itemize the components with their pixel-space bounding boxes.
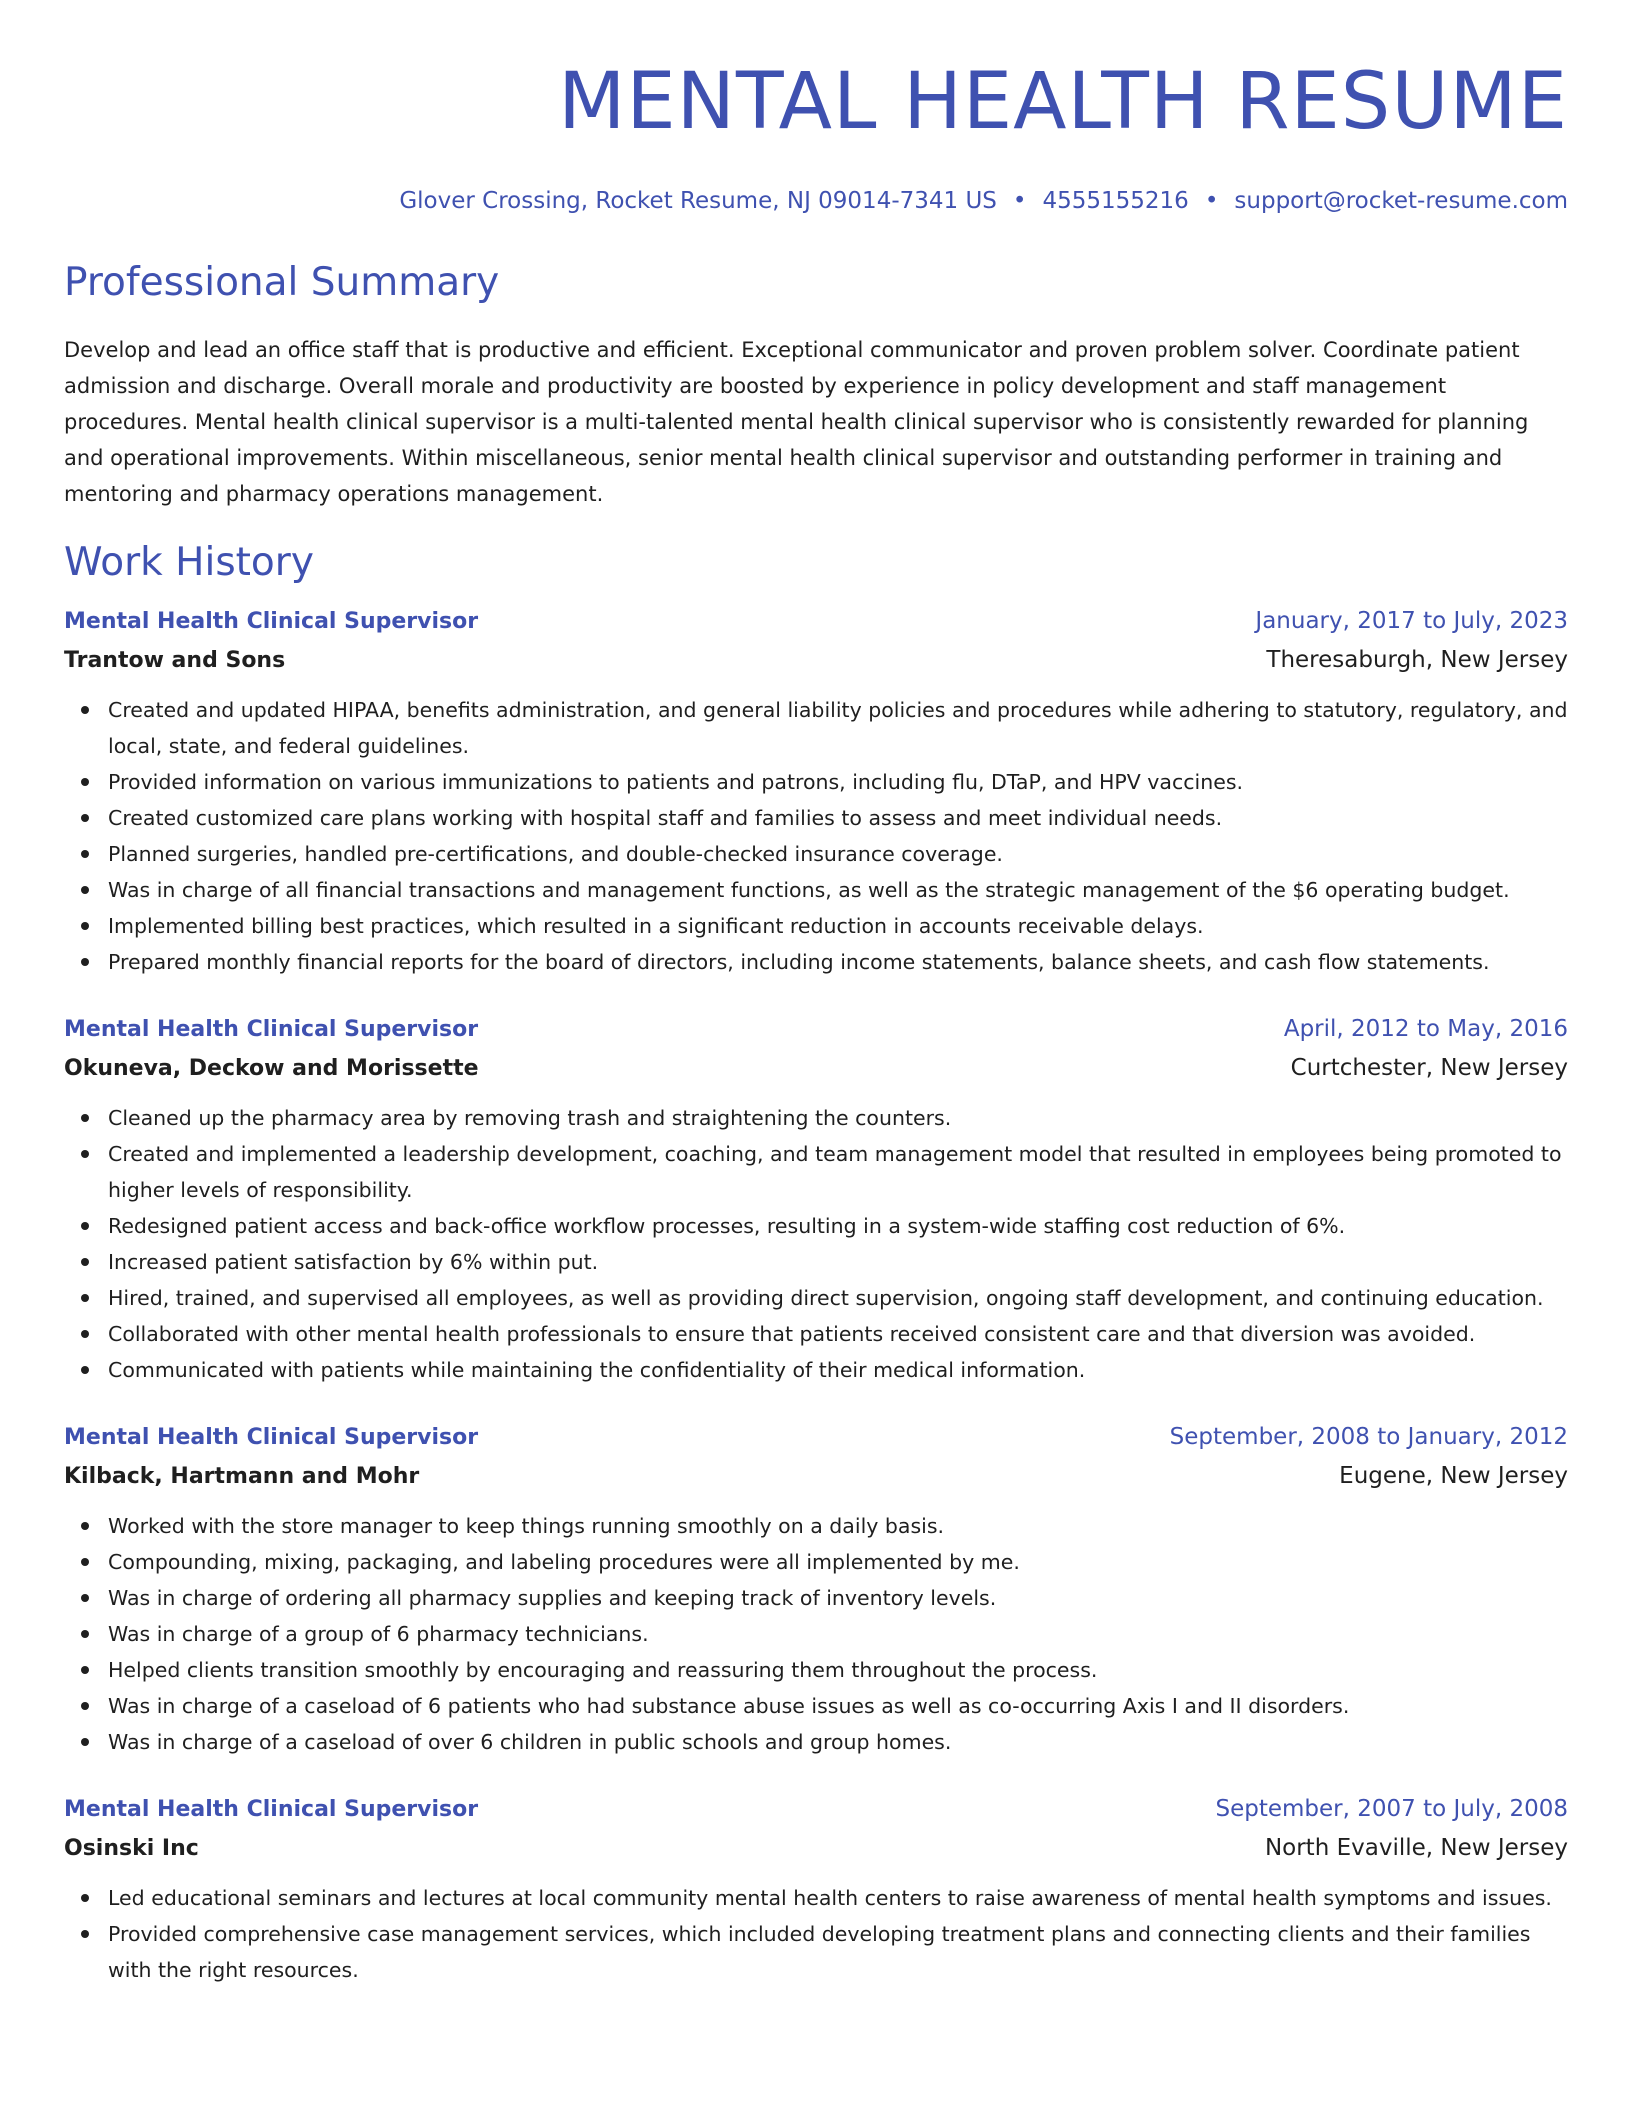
- job-company: Osinski Inc: [64, 1836, 199, 1861]
- job-bullet: Was in charge of a caseload of over 6 children in public schools and group homes.: [108, 1724, 1568, 1760]
- job-bullet: Created customized care plans working with hospital staff and families to assess and meet individual needs.: [108, 800, 1568, 836]
- contact-line: [64, 186, 1568, 216]
- job-company-row: [64, 1047, 1568, 1086]
- job-bullet: Was in charge of a caseload of 6 patients who had substance abuse issues as well as co-occurring Axis I and II disorders.: [108, 1688, 1568, 1724]
- job-bullet: Was in charge of ordering all pharmacy supplies and keeping track of inventory levels.: [108, 1580, 1568, 1616]
- job-bullet: Created and implemented a leadership development, coaching, and team management model that resulted in employees being promoted to higher levels of responsibility.: [108, 1136, 1568, 1208]
- job-title: Mental Health Clinical Supervisor: [64, 609, 479, 634]
- job-dates: January, 2017 to July, 2023: [1255, 608, 1568, 634]
- job-bullets: [64, 1880, 1568, 1988]
- job-bullet: Provided information on various immunizations to patients and patrons, including flu, DTaP, and HPV vaccines.: [108, 764, 1568, 800]
- job-bullet: Created and updated HIPAA, benefits administration, and general liability policies and procedures while adhering to statutory, regulatory, and local, state, and federal guidelines.: [108, 692, 1568, 764]
- job-bullet: Collaborated with other mental health professionals to ensure that patients received consistent care and that diversion was avoided.: [108, 1316, 1568, 1352]
- job-company: Kilback, Hartmann and Mohr: [64, 1464, 420, 1489]
- job-entry: [64, 1792, 1568, 1988]
- job-entry: [64, 1420, 1568, 1760]
- job-bullets: [64, 1508, 1568, 1760]
- job-location: Theresaburgh, New Jersey: [1266, 647, 1568, 673]
- job-bullet: Provided comprehensive case management services, which included developing treatment plans and connecting clients and their families with the right resources.: [108, 1916, 1568, 1988]
- job-header-row: [64, 604, 1568, 639]
- job-bullets: [64, 1100, 1568, 1388]
- section-title-summary: Professional Summary: [64, 260, 500, 305]
- job-entry: [64, 1012, 1568, 1388]
- summary-text: Develop and lead an office staff that is productive and efficient. Exceptional communicator and proven problem solver. Coordinate patient admission and discharge. Overall morale and productivity are boosted by experience in policy development and staff management procedures. Mental health clinical supervisor is a multi-talented mental health clinical supervisor who is consistently rewarded for planning and operational improvements. Within miscellaneous, senior mental health clinical supervisor and outstanding performer in training and mentoring and pharmacy operations management.: [64, 338, 1529, 506]
- job-location: Curtchester, New Jersey: [1290, 1055, 1568, 1081]
- contact-address: Glover Crossing, Rocket Resume, NJ 09014-7341 US: [399, 188, 997, 214]
- job-bullet: Communicated with patients while maintaining the confidentiality of their medical information.: [108, 1352, 1568, 1388]
- job-bullet: Prepared monthly financial reports for the board of directors, including income statements, balance sheets, and cash flow statements.: [108, 944, 1568, 980]
- contact-separator: •: [1204, 188, 1219, 214]
- job-bullets: [64, 692, 1568, 980]
- resume-name: MENTAL HEALTH RESUME: [558, 57, 1568, 147]
- job-bullet: Led educational seminars and lectures at local community mental health centers to raise awareness of mental health symptoms and issues.: [108, 1880, 1568, 1916]
- job-title: Mental Health Clinical Supervisor: [64, 1425, 479, 1450]
- job-company-row: [64, 639, 1568, 678]
- job-header-row: [64, 1420, 1568, 1455]
- job-header-row: [64, 1012, 1568, 1047]
- job-dates: September, 2008 to January, 2012: [1169, 1424, 1568, 1450]
- contact-phone: 4555155216: [1042, 188, 1189, 214]
- job-bullet: Was in charge of a group of 6 pharmacy technicians.: [108, 1616, 1568, 1652]
- job-location: North Evaville, New Jersey: [1264, 1835, 1568, 1861]
- job-dates: April, 2012 to May, 2016: [1283, 1016, 1568, 1042]
- job-list: [64, 604, 1568, 1988]
- job-bullet: Redesigned patient access and back-office workflow processes, resulting in a system-wide staffing cost reduction of 6%.: [108, 1208, 1568, 1244]
- job-company: Trantow and Sons: [64, 648, 286, 673]
- job-bullet: Increased patient satisfaction by 6% within put.: [108, 1244, 1568, 1280]
- job-bullet: Hired, trained, and supervised all employees, as well as providing direct supervision, ongoing staff development, and continuing education.: [108, 1280, 1568, 1316]
- job-company-row: [64, 1455, 1568, 1494]
- job-bullet: Implemented billing best practices, which resulted in a significant reduction in accounts receivable delays.: [108, 908, 1568, 944]
- job-location: Eugene, New Jersey: [1339, 1463, 1568, 1489]
- resume-page: [64, 0, 1568, 1988]
- job-bullet: Compounding, mixing, packaging, and labeling procedures were all implemented by me.: [108, 1544, 1568, 1580]
- job-bullet: Planned surgeries, handled pre-certifications, and double-checked insurance coverage.: [108, 836, 1568, 872]
- job-title: Mental Health Clinical Supervisor: [64, 1017, 479, 1042]
- job-header-row: [64, 1792, 1568, 1827]
- job-company-row: [64, 1827, 1568, 1866]
- job-bullet: Cleaned up the pharmacy area by removing trash and straightening the counters.: [108, 1100, 1568, 1136]
- job-bullet: Helped clients transition smoothly by encouraging and reassuring them throughout the process.: [108, 1652, 1568, 1688]
- job-company: Okuneva, Deckow and Morissette: [64, 1056, 479, 1081]
- job-entry: [64, 604, 1568, 980]
- contact-email[interactable]: support@rocket-resume.com: [1234, 188, 1568, 214]
- contact-separator: •: [1012, 188, 1027, 214]
- job-bullet: Worked with the store manager to keep things running smoothly on a daily basis.: [108, 1508, 1568, 1544]
- section-title-work-history: Work History: [64, 540, 314, 585]
- job-title: Mental Health Clinical Supervisor: [64, 1797, 479, 1822]
- job-bullet: Was in charge of all financial transactions and management functions, as well as the strategic management of the $6 operating budget.: [108, 872, 1568, 908]
- job-dates: September, 2007 to July, 2008: [1215, 1796, 1568, 1822]
